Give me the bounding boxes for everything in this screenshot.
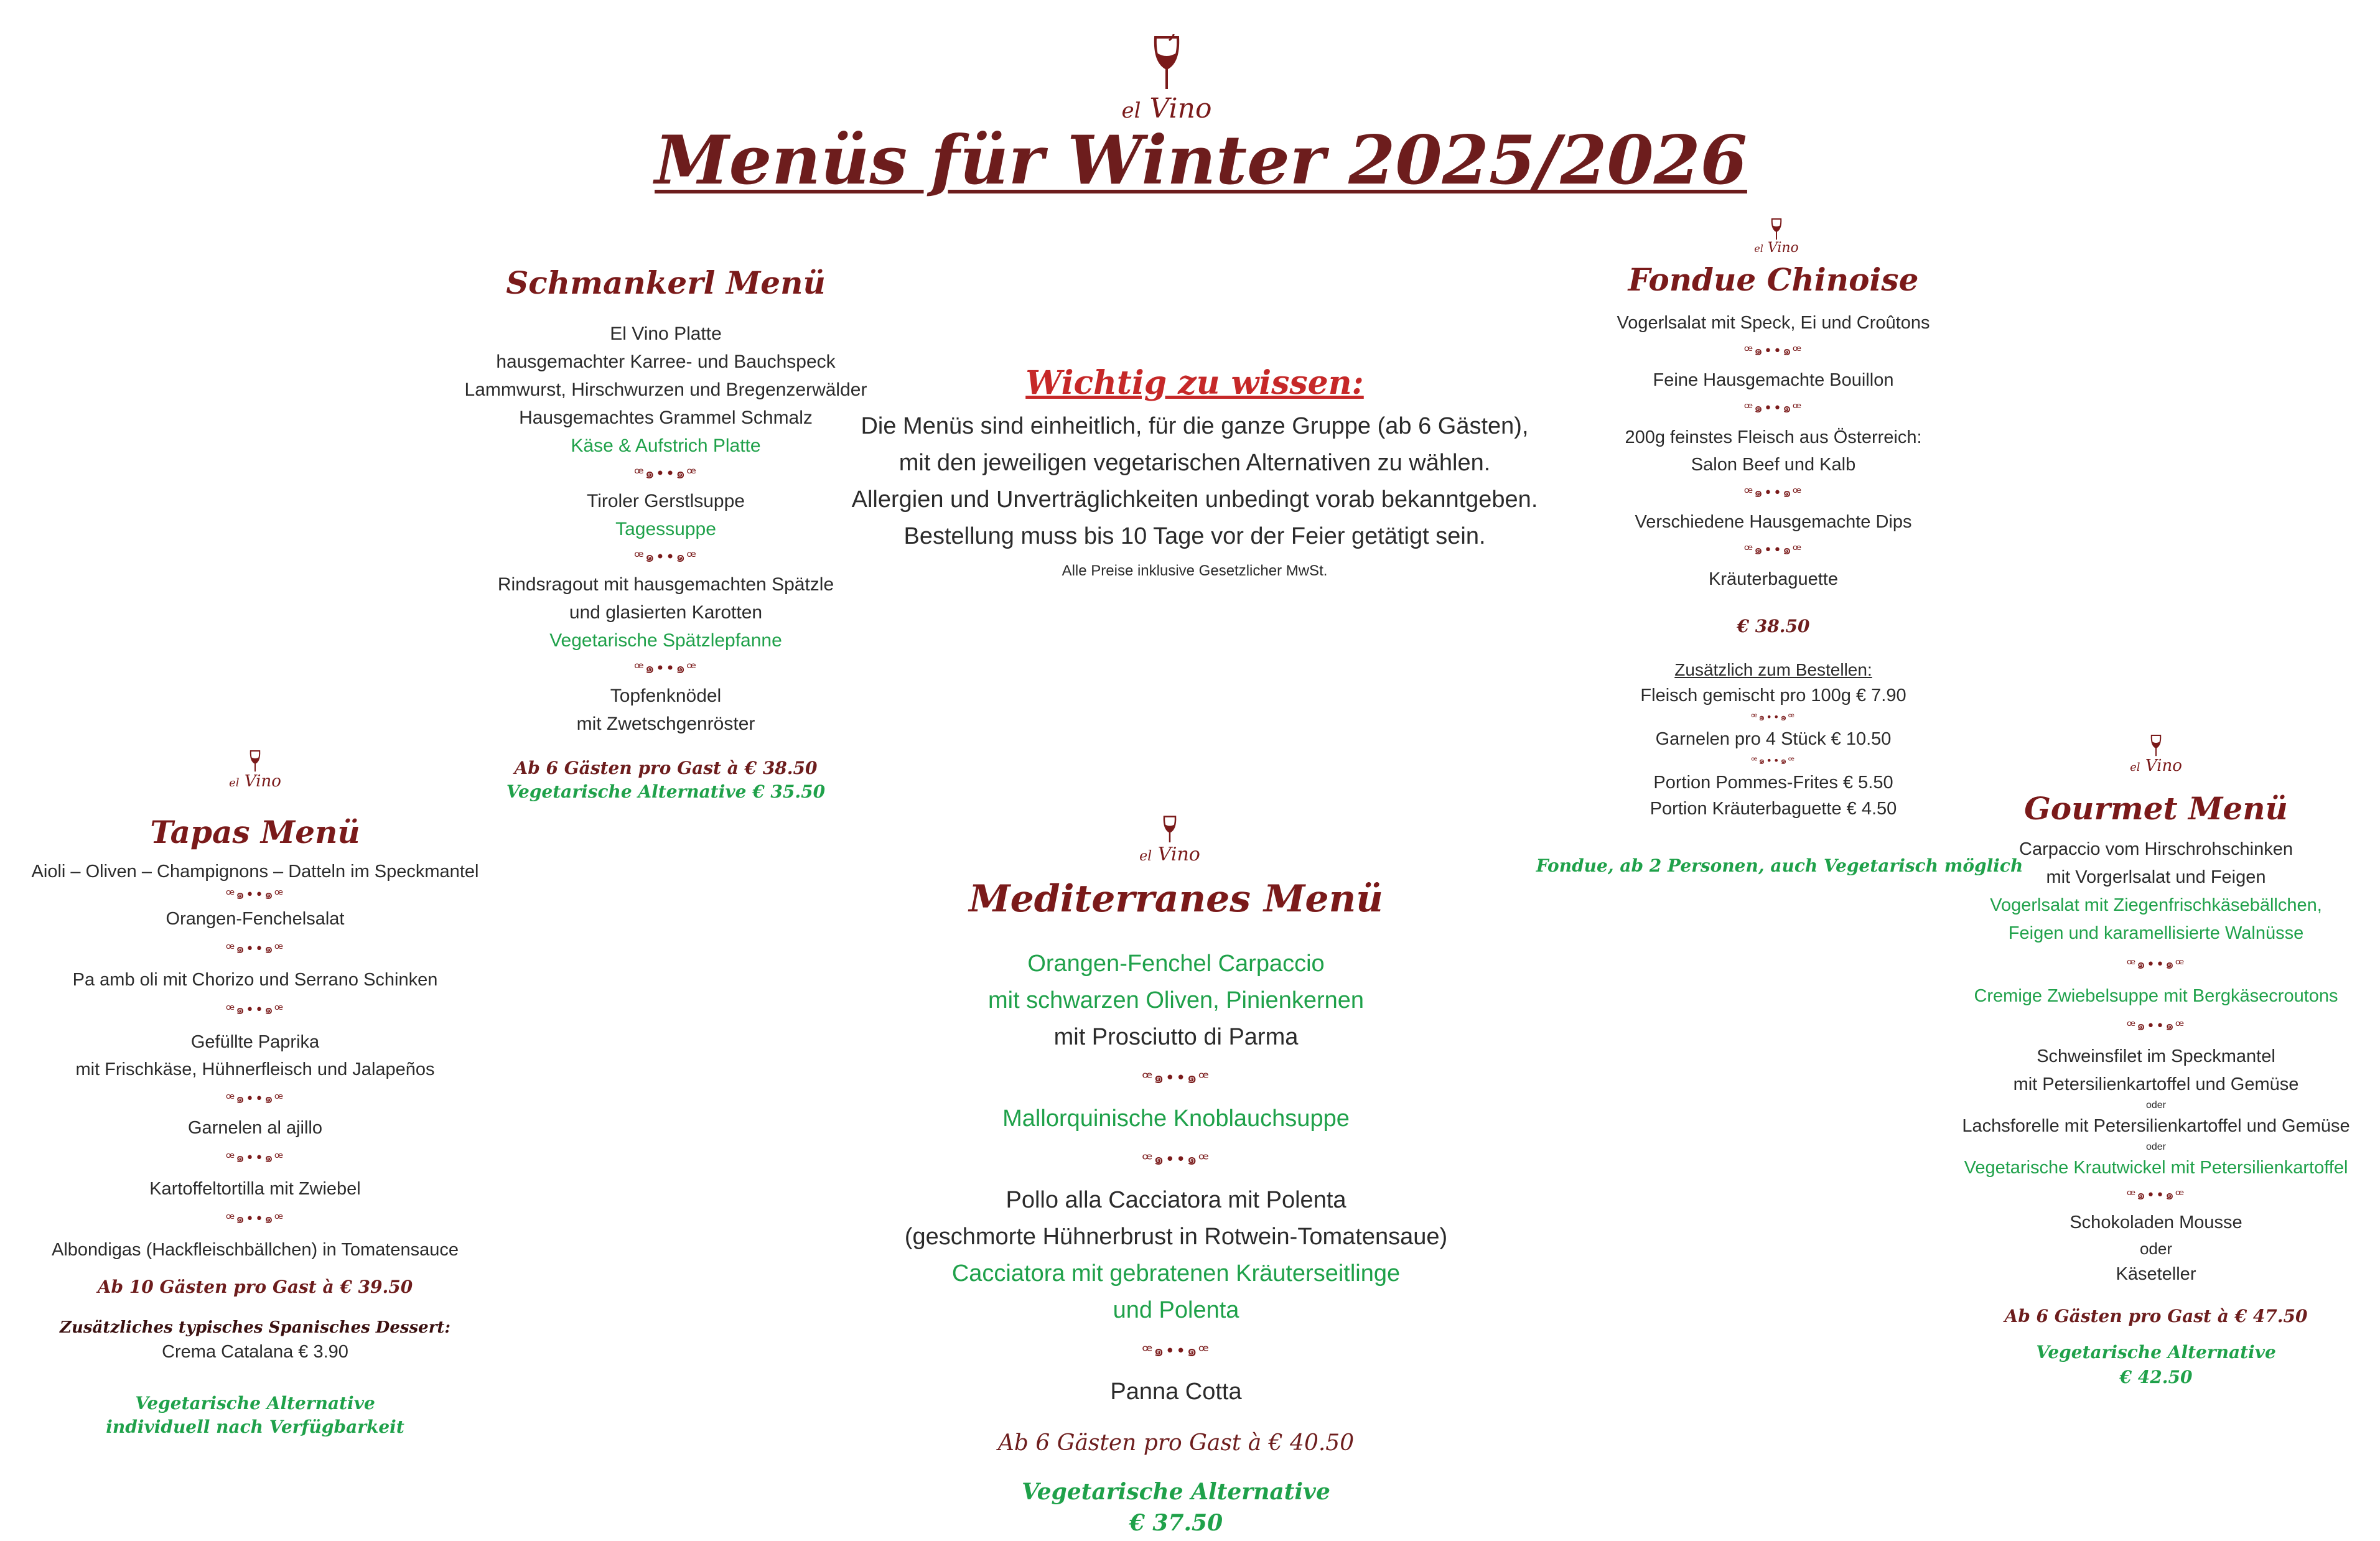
gourmet-title: Gourmet Menü xyxy=(2024,790,2288,827)
fondue-logo xyxy=(1736,218,1817,256)
tapas-menu xyxy=(0,814,510,1439)
menu-item: Lachsforelle mit Petersilienkartoffel und Gemüse xyxy=(1962,1116,2350,1136)
menu-item: Carpaccio vom Hirschrohschinken xyxy=(2019,839,2293,859)
extra-item: Portion Pommes-Frites € 5.50 xyxy=(1653,773,1893,793)
ornament-divider: ꟹ๑••๑ꟹ xyxy=(1142,1150,1210,1169)
menu-item: Vogerlsalat mit Speck, Ei und Croûtons xyxy=(1617,313,1930,333)
info-box xyxy=(796,364,1593,585)
wine-glass-icon xyxy=(1160,815,1179,846)
logo-prefix: el xyxy=(229,776,240,789)
menu-item: El Vino Platte xyxy=(610,324,722,344)
page-title: Menüs für Winter 2025/2026 xyxy=(655,121,1747,200)
gourmet-logo xyxy=(2112,734,2200,775)
menu-item: Garnelen al ajillo xyxy=(187,1118,322,1138)
menu-item: mit Prosciutto di Parma xyxy=(1053,1024,1299,1050)
menu-item-vegetarian: Cacciatora mit gebratenen Kräuterseitlinge xyxy=(951,1260,1401,1287)
ornament-divider: ꟹ๑••๑ꟹ xyxy=(225,1150,285,1166)
menu-item-or: oder xyxy=(2145,1142,2167,1152)
menu-veg-title: Vegetarische Alternative xyxy=(135,1393,375,1413)
menu-item-vegetarian: Tagessuppe xyxy=(615,519,716,539)
ornament-divider: ꟹ๑••๑ꟹ xyxy=(2126,1018,2186,1034)
menu-item: Rindsragout mit hausgemachten Spätzle xyxy=(497,574,834,595)
menu-item: mit Vorgerlsalat und Feigen xyxy=(2046,867,2266,887)
menu-item-vegetarian: und Polenta xyxy=(1113,1297,1239,1323)
menu-item: mit Zwetschgenröster xyxy=(576,714,755,734)
menu-item: mit Petersilienkartoffel und Gemüse xyxy=(2013,1074,2299,1094)
menu-item: Pollo alla Cacciatora mit Polenta xyxy=(1006,1187,1346,1213)
menu-veg-price: Vegetarische Alternative € 35.50 xyxy=(506,781,826,802)
menu-item: Lammwurst, Hirschwurzen und Bregenzerwälder xyxy=(464,379,867,400)
fondue-title: Fondue Chinoise xyxy=(1628,261,1919,298)
ornament-divider: ꟹ๑••๑ꟹ xyxy=(634,465,698,482)
menu-item: Aioli – Oliven – Champignons – Datteln im Speckmantel xyxy=(31,862,479,882)
menu-item-or: oder xyxy=(2145,1100,2167,1110)
menu-price: Ab 6 Gästen pro Gast à € 40.50 xyxy=(997,1430,1355,1456)
ornament-divider: ꟹ๑••๑ꟹ xyxy=(2126,957,2186,972)
menu-item: Verschiedene Hausgemachte Dips xyxy=(1635,512,1912,532)
logo-word: Vino xyxy=(1157,844,1200,865)
menu-item: Schweinsfilet im Speckmantel xyxy=(2037,1046,2275,1066)
logo-word: Vino xyxy=(244,772,281,791)
ornament-divider: ꟹ๑••๑ꟹ xyxy=(1142,1342,1210,1361)
ornament-divider: ꟹ๑••๑ꟹ xyxy=(634,659,698,677)
menu-item: Topfenknödel xyxy=(610,686,722,706)
menu-veg-price: € 42.50 xyxy=(2119,1367,2193,1387)
ornament-divider: ꟹ๑••๑ꟹ xyxy=(225,941,285,957)
logo-word: Vino xyxy=(1149,93,1212,124)
logo-prefix: el xyxy=(1121,98,1141,123)
menu-veg-note: individuell nach Verfügbarkeit xyxy=(106,1417,404,1437)
menu-item-vegetarian: mit schwarzen Oliven, Pinienkernen xyxy=(987,987,1365,1013)
menu-item: Kräuterbaguette xyxy=(1709,569,1838,589)
ornament-divider: ꟹ๑••๑ꟹ xyxy=(1142,1069,1210,1087)
menu-item: Albondigas (Hackfleischbällchen) in Tomatensauce xyxy=(52,1240,459,1260)
logo-prefix: el xyxy=(1139,849,1152,864)
ornament-divider: ꟹ๑••๑ꟹ xyxy=(2126,1188,2186,1203)
info-line: Die Menüs sind einheitlich, für die ganze Gruppe (ab 6 Gästen), xyxy=(861,413,1529,439)
info-line: Allergien und Unverträglichkeiten unbedingt vorab bekanntgeben. xyxy=(851,487,1538,513)
menu-price: € 38.50 xyxy=(1737,616,1810,636)
dessert-title: Zusätzliches typisches Spanisches Dessert: xyxy=(59,1318,451,1337)
fondue-menu xyxy=(1531,261,2016,822)
menu-item-vegetarian: Käse & Aufstrich Platte xyxy=(571,435,761,456)
menu-item-vegetarian: Vogerlsalat mit Ziegenfrischkäsebällchen, xyxy=(1990,895,2322,915)
menu-item: mit Frischkäse, Hühnerfleisch und Jalapeños xyxy=(75,1059,435,1079)
menu-item: Hausgemachtes Grammel Schmalz xyxy=(519,407,813,428)
menu-item: Panna Cotta xyxy=(1110,1379,1242,1405)
extra-item: Fleisch gemischt pro 100g € 7.90 xyxy=(1640,686,1906,705)
ornament-divider: ꟹ๑••๑ꟹ xyxy=(1751,711,1796,723)
menu-item-vegetarian: Feigen und karamellisierte Walnüsse xyxy=(2008,923,2304,943)
menu-price: Ab 10 Gästen pro Gast à € 39.50 xyxy=(97,1277,413,1297)
info-title: Wichtig zu wissen: xyxy=(1025,364,1364,402)
ornament-divider: ꟹ๑••๑ꟹ xyxy=(225,1091,285,1107)
menu-item: Gefüllte Paprika xyxy=(190,1032,320,1052)
mediterran-title: Mediterranes Menü xyxy=(969,877,1383,921)
menu-item-or: oder xyxy=(2139,1239,2173,1258)
menu-price: Ab 6 Gästen pro Gast à € 47.50 xyxy=(2004,1306,2308,1326)
ornament-divider: ꟹ๑••๑ꟹ xyxy=(225,1002,285,1018)
ornament-divider: ꟹ๑••๑ꟹ xyxy=(1743,401,1803,416)
menu-veg-title: Vegetarische Alternative xyxy=(2036,1342,2276,1362)
tapas-logo xyxy=(215,750,296,791)
ornament-divider: ꟹ๑••๑ꟹ xyxy=(1751,755,1796,766)
menu-price: Ab 6 Gästen pro Gast à € 38.50 xyxy=(514,758,818,778)
logo-prefix: el xyxy=(1754,243,1763,254)
info-note: Alle Preise inklusive Gesetzlicher MwSt. xyxy=(1062,562,1328,579)
main-logo xyxy=(1098,34,1235,124)
menu-item-vegetarian: Orangen-Fenchel Carpaccio xyxy=(1027,951,1325,977)
logo-word: Vino xyxy=(1767,240,1799,256)
menu-item: Feine Hausgemachte Bouillon xyxy=(1653,370,1894,390)
menu-item-vegetarian: Cremige Zwiebelsuppe mit Bergkäsecroutons xyxy=(1974,986,2338,1006)
menu-item: Salon Beef und Kalb xyxy=(1691,455,1856,475)
ornament-divider: ꟹ๑••๑ꟹ xyxy=(225,1211,285,1227)
info-line: Bestellung muss bis 10 Tage vor der Feier getätigt sein. xyxy=(903,523,1486,549)
menu-item: hausgemachter Karree- und Bauchspeck xyxy=(496,351,836,372)
ornament-divider: ꟹ๑••๑ꟹ xyxy=(1743,485,1803,501)
tapas-title: Tapas Menü xyxy=(150,814,360,850)
extras-title: Zusätzlich zum Bestellen: xyxy=(1674,660,1872,679)
ornament-divider: ꟹ๑••๑ꟹ xyxy=(1743,542,1803,558)
menu-item: Kartoffeltortilla mit Zwiebel xyxy=(149,1179,361,1199)
menu-item-vegetarian: Vegetarische Krautwickel mit Petersilienkartoffel xyxy=(1964,1158,2348,1178)
menu-item: Orangen-Fenchelsalat xyxy=(166,909,345,929)
gourmet-menu xyxy=(1938,790,2374,1390)
wine-glass-icon xyxy=(2149,734,2163,759)
wine-glass-icon xyxy=(1769,218,1784,243)
ornament-divider: ꟹ๑••๑ꟹ xyxy=(1743,343,1803,359)
menu-item: 200g feinstes Fleisch aus Österreich: xyxy=(1625,427,1922,447)
menu-veg-title: Vegetarische Alternative xyxy=(1022,1479,1330,1505)
wine-glass-icon xyxy=(1148,34,1185,96)
menu-item: Tiroler Gerstlsuppe xyxy=(587,491,745,511)
extra-item: Garnelen pro 4 Stück € 10.50 xyxy=(1655,729,1892,749)
menu-item: Pa amb oli mit Chorizo und Serrano Schinken xyxy=(72,970,438,990)
ornament-divider: ꟹ๑••๑ꟹ xyxy=(225,887,285,903)
ornament-divider: ꟹ๑••๑ꟹ xyxy=(634,548,698,566)
logo-word: Vino xyxy=(2145,757,2182,775)
menu-item: und glasierten Karotten xyxy=(569,602,763,623)
info-line: mit den jeweiligen vegetarischen Alternativen zu wählen. xyxy=(898,450,1491,476)
menu-item-vegetarian: Mallorquinische Knoblauchsuppe xyxy=(1002,1106,1350,1132)
menu-item: (geschmorte Hühnerbrust in Rotwein-Tomatensaue) xyxy=(904,1224,1448,1250)
dessert-item: Crema Catalana € 3.90 xyxy=(162,1342,348,1362)
mediterran-menu xyxy=(859,877,1493,1539)
menu-veg-price: € 37.50 xyxy=(1129,1510,1223,1536)
fondue-footer: Fondue, ab 2 Personen, auch Vegetarisch möglich xyxy=(1536,855,2023,876)
extra-item: Portion Kräuterbaguette € 4.50 xyxy=(1650,799,1897,819)
menu-item: Schokoladen Mousse xyxy=(2070,1213,2242,1232)
mediterran-logo xyxy=(1117,815,1223,865)
schmankerl-title: Schmankerl Menü xyxy=(506,264,826,301)
menu-item: Käseteller xyxy=(2116,1264,2196,1284)
logo-prefix: el xyxy=(2130,761,2140,774)
menu-item-vegetarian: Vegetarische Spätzlepfanne xyxy=(549,630,782,651)
wine-glass-icon xyxy=(248,750,263,775)
